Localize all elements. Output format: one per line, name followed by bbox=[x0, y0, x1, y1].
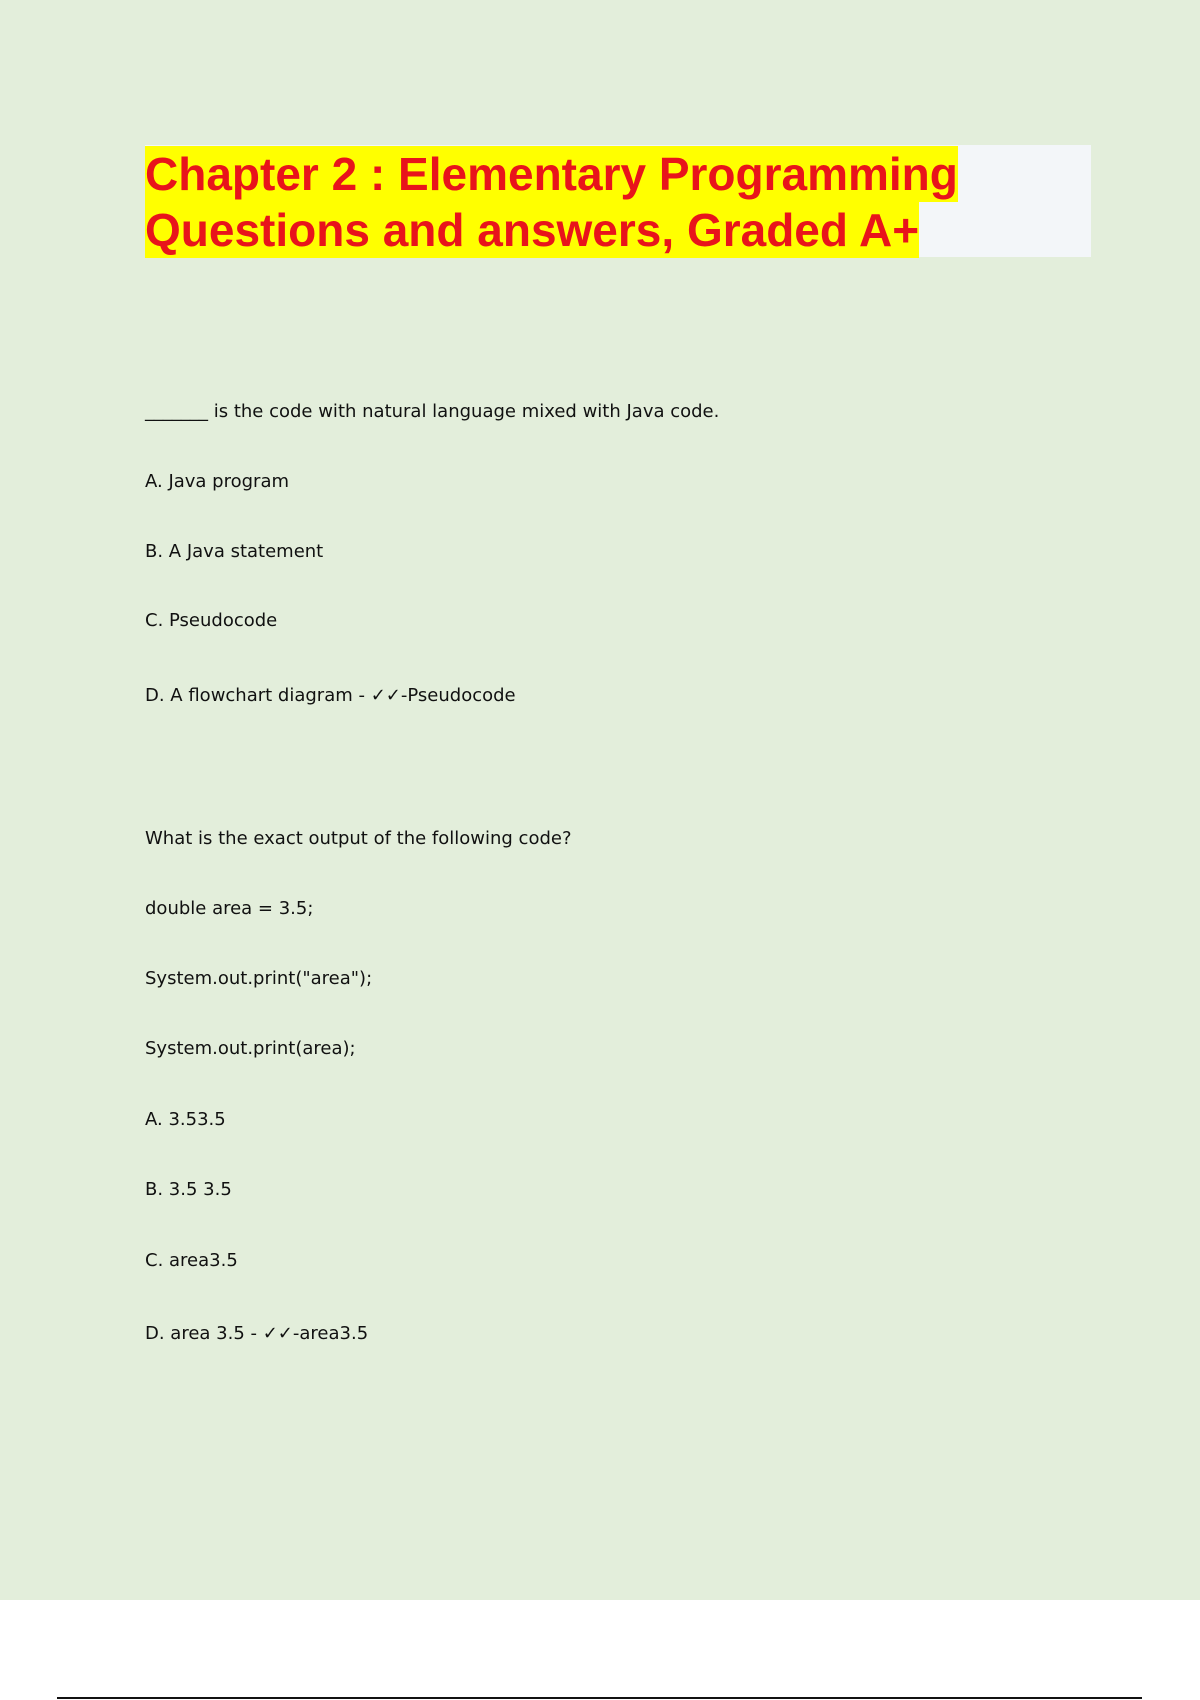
question-2-option-b: B. 3.5 3.5 bbox=[145, 1179, 232, 1200]
question-2-option-a: A. 3.53.5 bbox=[145, 1109, 226, 1130]
title-line-1: Chapter 2 : Elementary Programming bbox=[145, 148, 958, 200]
question-2-text: What is the exact output of the following code? bbox=[145, 828, 572, 849]
question-1-text: _______ is the code with natural language mixed with Java code. bbox=[145, 401, 720, 422]
question-2-option-d-answer: D. area 3.5 - ✓✓-area3.5 bbox=[145, 1323, 369, 1344]
question-1-option-a: A. Java program bbox=[145, 471, 290, 492]
question-2-code-line-3: System.out.print(area); bbox=[145, 1038, 356, 1059]
question-1-option-d-answer: D. A flowchart diagram - ✓✓-Pseudocode bbox=[145, 685, 516, 706]
document-title bbox=[145, 146, 958, 258]
question-2-code-line-1: double area = 3.5; bbox=[145, 898, 314, 919]
footer-rule bbox=[57, 1697, 1142, 1699]
question-1-option-c: C. Pseudocode bbox=[145, 610, 278, 631]
title-line-2: Questions and answers, Graded A+ bbox=[145, 204, 920, 256]
question-2-code-line-2: System.out.print("area"); bbox=[145, 968, 373, 989]
question-2-option-c: C. area3.5 bbox=[145, 1250, 238, 1271]
question-1-option-b: B. A Java statement bbox=[145, 541, 324, 562]
